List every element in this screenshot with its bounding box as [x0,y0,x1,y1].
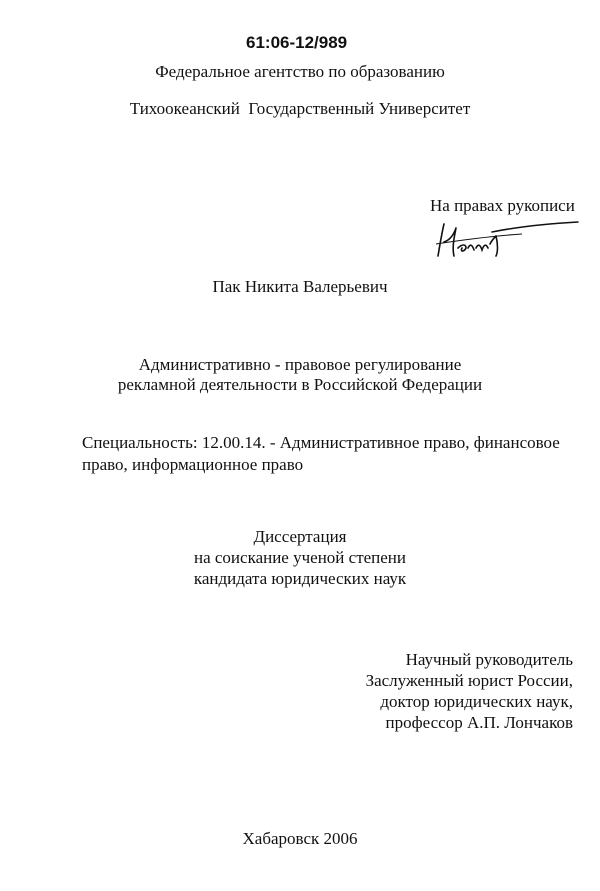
degree-line-1: Диссертация [253,527,347,546]
author-name: Пак Никита Валерьевич [212,277,388,296]
city-year: Хабаровск 2006 [242,829,358,848]
university-name: Тихоокеанский Государственный Университет [129,99,471,118]
specialty-line-1: Специальность: 12.00.14. - Административное право, финансовое [82,433,560,452]
title-line-1: Административно - правовое регулирование [138,355,462,374]
supervisor-line-1: Научный руководитель [405,650,573,669]
degree-line-2: на соискание ученой степени [193,548,407,567]
supervisor-line-4: профессор А.П. Лончаков [385,713,573,732]
archive-code: 61:06-12/989 [246,33,348,52]
specialty-line-2: право, информационное право [82,455,304,474]
degree-line-3: кандидата юридических наук [193,569,407,588]
title-line-2: рекламной деятельности в Российской Федерации [117,375,483,394]
signature-icon [432,214,582,264]
supervisor-line-3: доктор юридических наук, [380,692,573,711]
rights-note: На правах рукописи [430,196,575,215]
supervisor-line-2: Заслуженный юрист России, [365,671,573,690]
agency-name: Федеральное агентство по образованию [155,62,445,81]
